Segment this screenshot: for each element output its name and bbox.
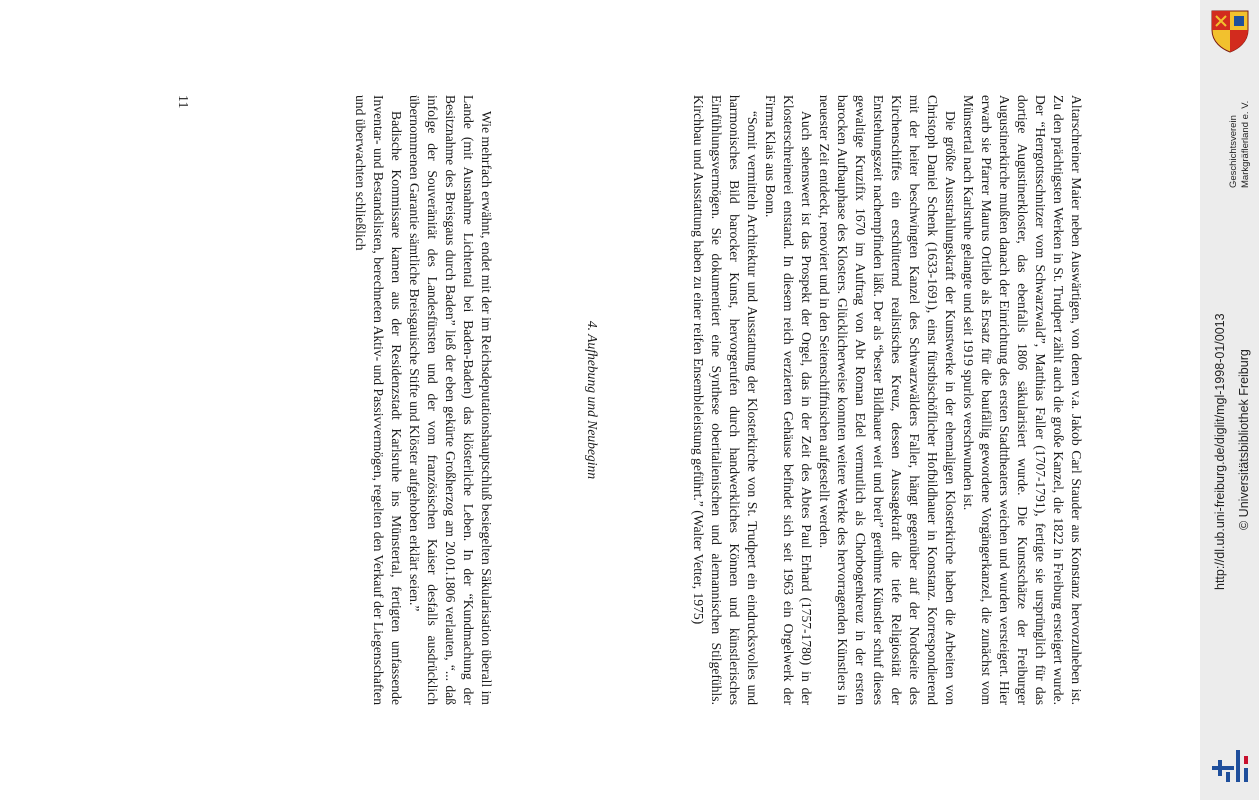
paragraph: Altarschreiner Maier neben Auswärtigen, von denen v.a. Jakob Carl Stauder aus Konstanz hervorzuheben ist. Zu den prächtigsten Werken in St. Trudpert zählt auch die große Kanzel, die 1822 in Freiburg ersteigert wurde. Der “Herrgottsschnitzer vom Schwarzwald”, Matthias Faller (1707-1791), fertigte sie ursprünglich für das dortige Augustinerkloster, das ebenfalls 1806 säkularisiert wurde. Die Kunstschätze der Freiburger Augustinerkirche mußten danach der Einrichtung des ersten Stadttheaters weichen und wurden versteigert. Hier erwarb sie Pfarrer Maurus Ortlieb als Ersatz für die baufällig gewordene Vorgängerkanzel, die zunächst vom Münstertal nach Karlsruhe gelangte und seit 1919 spurlos verschwunden ist. <box>961 95 1084 705</box>
society-name-line-1: Geschichtsverein <box>1228 115 1239 188</box>
paragraph: Auch sehenswert ist das Prospekt der Orgel, das in der Zeit des Abtes Paul Erhard (1757-1780) in der Klosterschreinerei entstand. In diesem reich verzierten Gehäuse befindet sich seit 1963 ein Orgelwerk der Firma Klais aus Bonn. <box>763 95 814 705</box>
paragraph: Die größte Ausstrahlungskraft der Kunstwerke in der ehemaligen Klosterkirche haben die Arbeiten von Christoph Daniel Schenk (1633-1691), einst fürstbischöflicher Hofbildhauer in Konstanz. Korrespondierend mit der heiter beschwingten Kanzel des Schwarzwälders Faller, hängt gegenüber auf der Nordseite des Kirchenschiffes ein erschütternd realistisches Kreuz, dessen Aussagekraft die tiefe Religiosität der Entstehungszeit nachempfinden läßt. Der als “bester Bildhauer weit und breit” gerühmte Künstler schuf dieses gewaltige Kruzifix 1670 im Auftrag von Abt Roman Edel vermutlich als Chorbogenkreuz in der ersten barocken Aufbauphase des Klosters. Glücklicherweise konnten weitere Werke des hervorragenden Künstlers in neuester Zeit entdeckt, renoviert und in den Seitenschiffnischen aufgestellt werden. <box>817 95 958 705</box>
section-heading: 4. Aufhebung und Neubeginn <box>585 320 600 480</box>
paragraph: Wie mehrfach erwähnt, endet mit der im Reichsdeputationshauptschluß besiegelten Säkularisation überall im Lande (mit Ausnahme Lichtental bei Baden-Baden) das klösterliche Leben. In der “Kundmachung der Besitznahme des Breisgaus durch Baden” ließ der eben gekürte Großherzog am 20.01.1806 verlauten, “... daß infolge der Souveränität des Landesfürsten und der vom französischen Kaiser desfalls ausdrücklich übernommenen Garantie sämtliche Breisgauische Stifte und Klöster aufgehoben erklärt seien.” <box>407 95 494 705</box>
paragraph: “Somit vermitteln Architektur und Ausstattung der Klosterkirche von St. Trudpert ein eindrucksvolles und harmonisches Bild barocker Kunst, hervorgerufen durch handwerkliches Können und künstlerisches Einfühlungsvermögen. Sie dokumentiert eine Synthese oberitalienischen und alemannischen Stilgefühls. Kirchbau und Ausstattung haben zu einer reifen Ensembleleistung geführt.” (Walter Vetter, 1975) <box>691 95 760 705</box>
page-number: 11 <box>175 95 190 109</box>
society-name-line-2: Markgräflerland e. V. <box>1240 100 1251 188</box>
coat-of-arms-icon <box>1208 8 1252 54</box>
permalink-url[interactable]: http://dl.ub.uni-freiburg.de/diglit/mgl-1998-01/0013 <box>1213 313 1227 590</box>
body-text <box>351 95 1085 705</box>
library-copyright: © Universitätsbibliothek Freiburg <box>1237 349 1251 530</box>
paragraph: Badische Kommissare kamen aus der Residenzstadt Karlsruhe ins Münstertal, fertigten umfassende Inventar- und Bestandslisten, berechneten Aktiv- und Passivvermögen, regelten den Verkauf der Liegenschaften und überwachten schließlich <box>353 95 404 705</box>
ub-freiburg-logo-icon <box>1210 746 1254 786</box>
